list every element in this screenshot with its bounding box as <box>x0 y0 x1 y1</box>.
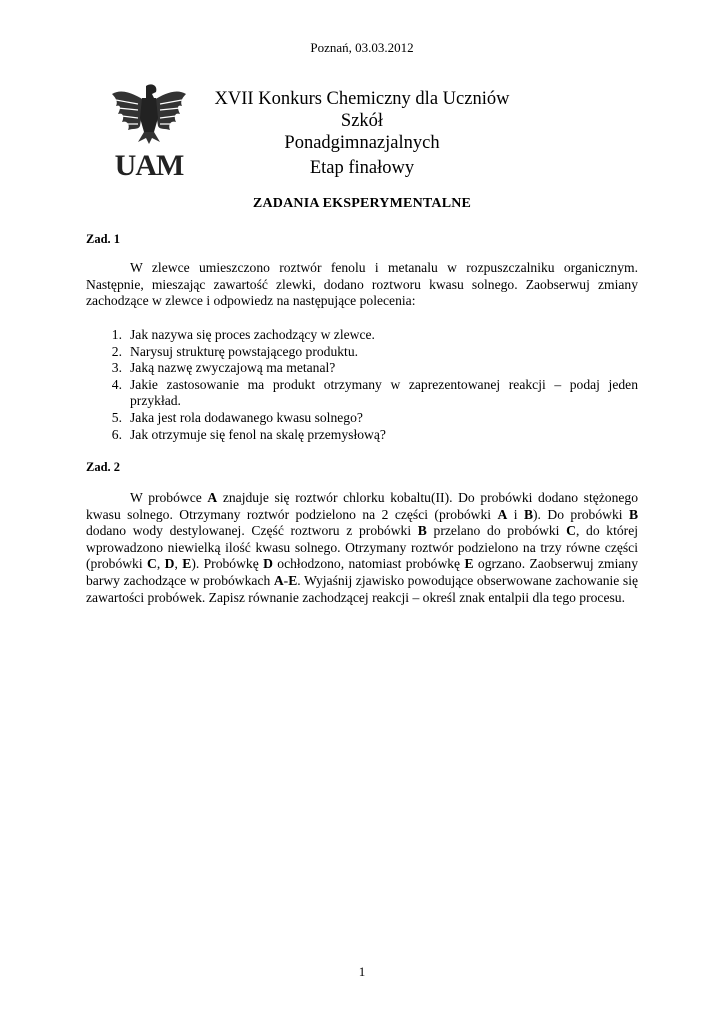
page-number: 1 <box>358 964 366 979</box>
task1-label: Zad. 1 <box>86 232 121 246</box>
document-date: Poznań, 03.03.2012 <box>310 40 414 55</box>
contest-title <box>214 88 510 154</box>
question-item: 4. Jakie zastosowanie ma produkt otrzymany w zaprezentowanej reakcji – podaj jeden przykład. <box>111 376 638 409</box>
section-title: ZADANIA EKSPERYMENTALNE <box>252 196 472 211</box>
question-item: 1. Jak nazywa się proces zachodzący w zlewce. <box>111 327 375 342</box>
task1-question-list <box>86 327 638 443</box>
question-item: 3. Jaką nazwę zwyczajową ma metanal? <box>111 360 336 376</box>
task1-paragraph: W zlewce umieszczono roztwór fenolu i metanalu w rozpuszczalniku organicznym. Następnie, mieszając zawartość zlewki, dodano roztworu kwasu solnego. Zaobserwuj zmiany zachodzące w zlewce i odpowiedz na następujące polecenia: <box>86 260 638 309</box>
task2-label: Zad. 2 <box>86 460 121 474</box>
question-item: 6. Jak otrzymuje się fenol na skalę przemysłową? <box>111 426 386 442</box>
contest-title-line2: Ponadgimnazjalnych <box>284 133 440 153</box>
question-item: 5. Jaka jest rola dodawanego kwasu solnego? <box>111 409 363 425</box>
uam-eagle-logo <box>108 80 190 180</box>
contest-title-line1: XVII Konkurs Chemiczny dla Uczniów Szkół <box>214 89 510 131</box>
logo-text: UAM <box>114 149 184 180</box>
contest-stage: Etap finałowy <box>309 158 415 178</box>
task2-paragraph: W probówce A znajduje się roztwór chlorku kobaltu(II). Do probówki dodano stężonego kwasu solnego. Otrzymany roztwór podzielono na 2 części (probówki A i B). Do probówki B dodano wody destylowanej. Część roztworu z probówki B przelano do probówki C, do której wprowadzono niewielką ilość kwasu solnego. Otrzymany roztwór podzielono na trzy równe części (probówki C, D, E). Probówkę D ochłodzono, natomiast probówkę E ogrzano. Zaobserwuj zmiany barwy zachodzące w probówkach A-E. Wyjaśnij zjawisko powodujące obserwowane zachowanie się zawartości probówek. Zapisz równanie zachodzącej reakcji – określ znak entalpii dla tego procesu. <box>86 490 639 605</box>
question-item: 2. Narysuj strukturę powstającego produktu. <box>111 343 359 359</box>
